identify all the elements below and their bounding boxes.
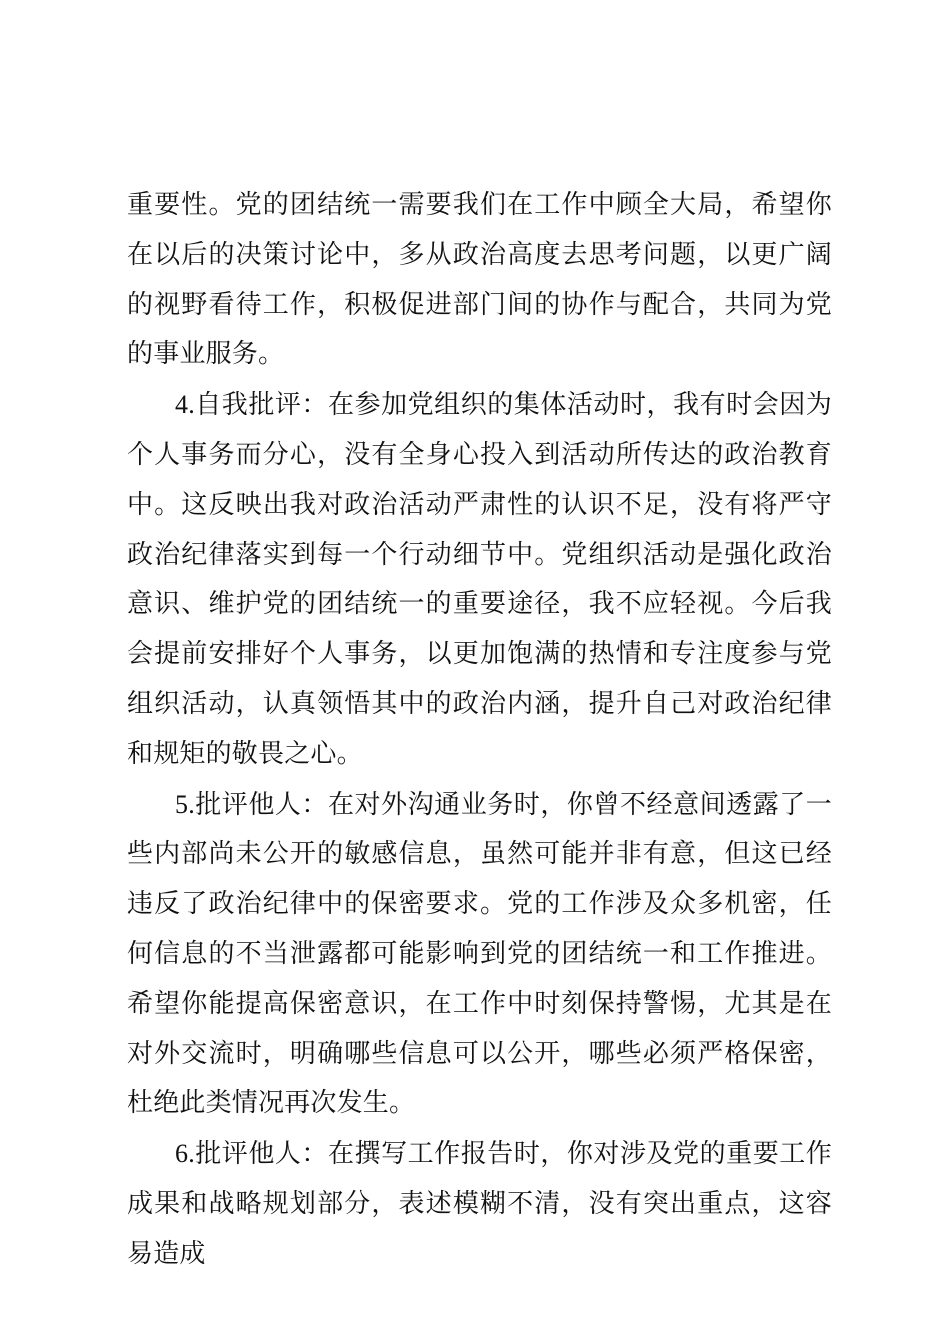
paragraph-text: 批评他人：在对外沟通业务时，你曾不经意间透露了一些内部尚未公开的敏感信息，虽然可能并非有意，但这已经违反了政治纪律中的保密要求。党的工作涉及众多机密，任何信息的不当泄露都可能影响到党的团结统一和工作推进。希望你能提高保密意识，在工作中时刻保持警惕，尤其是在对外交流时，明确哪些信息可以公开，哪些必须严格保密，杜绝此类情况再次发生。 <box>127 789 832 1119</box>
paragraph-item-5 <box>127 780 832 1130</box>
paragraph-number: 4. <box>175 390 195 420</box>
document-body <box>127 181 832 1280</box>
paragraph-number: 6. <box>175 1139 195 1169</box>
paragraph-number: 5. <box>175 789 195 819</box>
paragraph-text: 重要性。党的团结统一需要我们在工作中顾全大局，希望你在以后的决策讨论中，多从政治高度去思考问题，以更广阔的视野看待工作，积极促进部门间的协作与配合，共同为党的事业服务。 <box>127 190 832 370</box>
paragraph-text: 自我批评：在参加党组织的集体活动时，我有时会因为个人事务而分心，没有全身心投入到活动所传达的政治教育中。这反映出我对政治活动严肃性的认识不足，没有将严守政治纪律落实到每一个行动细节中。党组织活动是强化政治意识、维护党的团结统一的重要途径，我不应轻视。今后我会提前安排好个人事务，以更加饱满的热情和专注度参与党组织活动，认真领悟其中的政治内涵，提升自己对政治纪律和规矩的敬畏之心。 <box>127 390 832 769</box>
paragraph-continuation <box>127 181 832 380</box>
paragraph-text: 批评他人：在撰写工作报告时，你对涉及党的重要工作成果和战略规划部分，表述模糊不清，没有突出重点，这容易造成 <box>127 1139 832 1269</box>
paragraph-item-6 <box>127 1129 832 1279</box>
paragraph-item-4 <box>127 380 832 779</box>
